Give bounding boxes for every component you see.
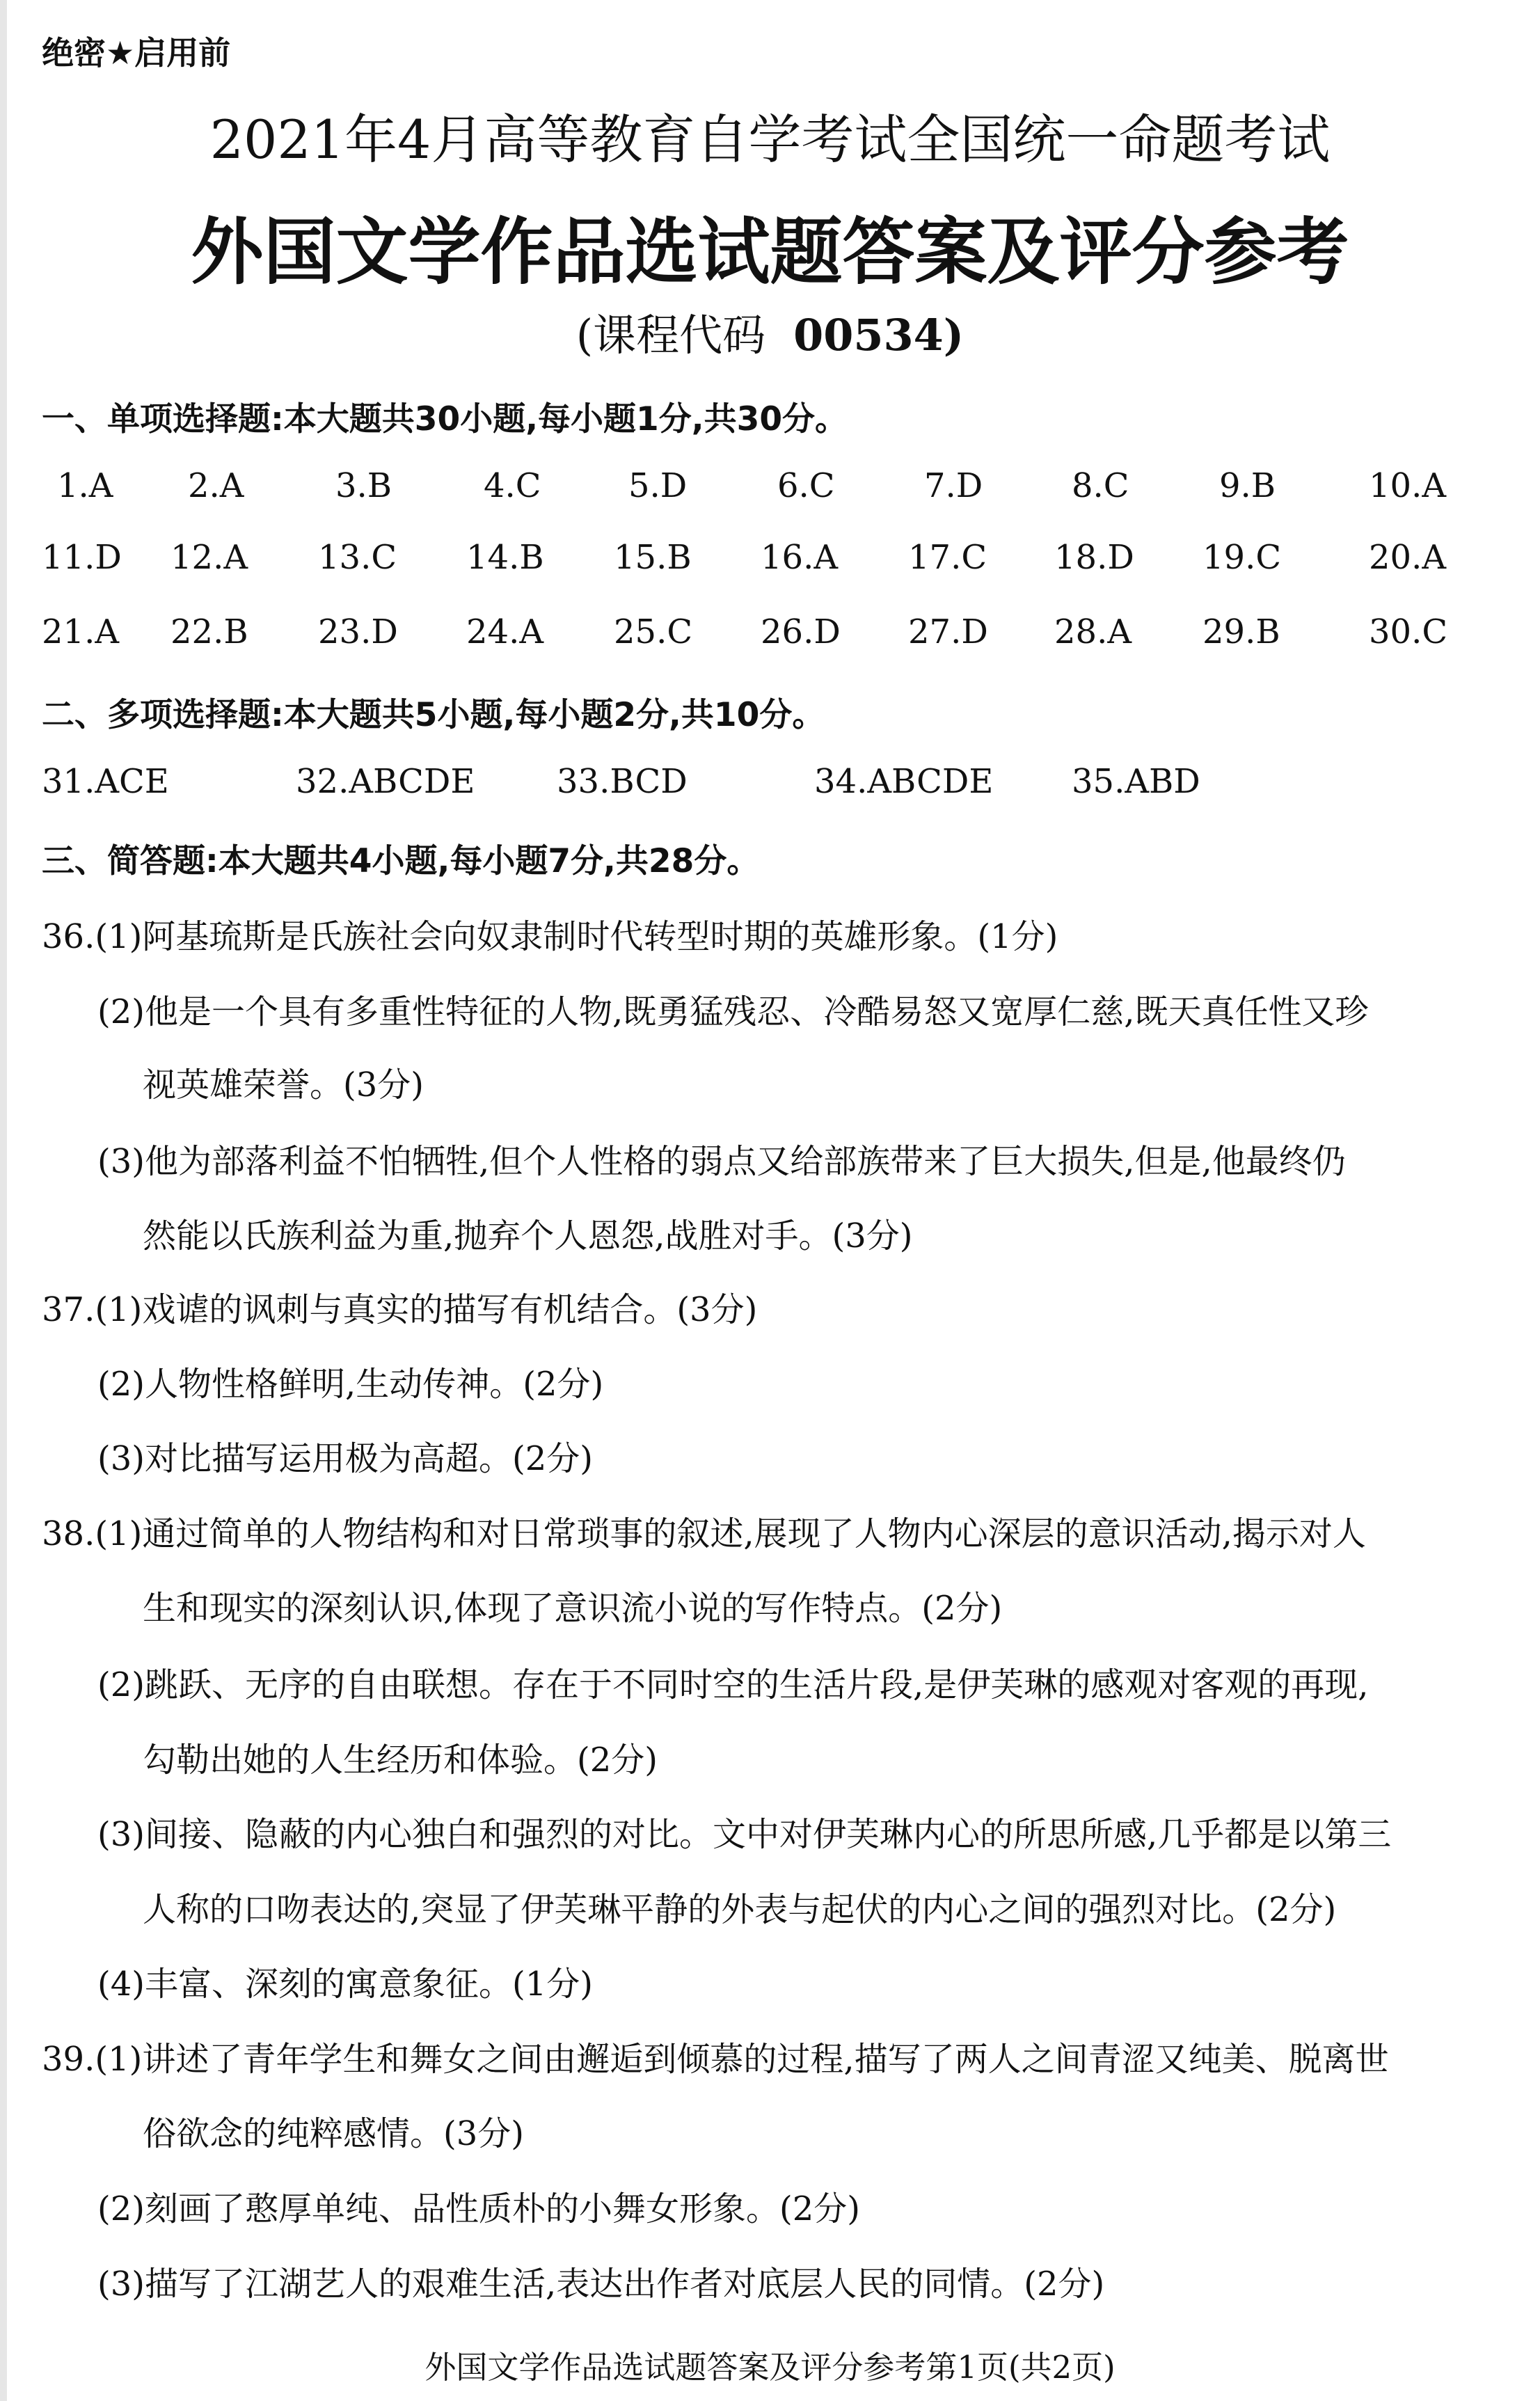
answer-12: 12.A — [170, 538, 248, 577]
q36-part2-line1: (2)他是一个具有多重性特征的人物,既勇猛残忍、冷酷易怒又宽厚仁慈,既天真任性又珍 — [97, 992, 1369, 1031]
answer-5: 5.D — [628, 466, 688, 505]
secret-label: 绝密★启用前 — [42, 34, 231, 72]
answer-21: 21.A — [42, 612, 119, 651]
answer-10: 10.A — [1369, 466, 1446, 505]
answer-30: 30.C — [1369, 612, 1448, 651]
q39-part1-line1: 39.(1)讲述了青年学生和舞女之间由邂逅到倾慕的过程,描写了两人之间青涩又纯美、脱离世 — [42, 2040, 1389, 2079]
answer-2: 2.A — [188, 466, 244, 505]
answer-31: 31.ACE — [42, 762, 169, 801]
answer-11: 11.D — [42, 538, 122, 577]
q39-part1-line2: 俗欲念的纯粹感情。(3分) — [143, 2114, 524, 2153]
page-title: 外国文学作品选试题答案及评分参考 — [191, 209, 1349, 294]
answer-25: 25.C — [614, 612, 693, 651]
page-footer: 外国文学作品选试题答案及评分参考第1页(共2页) — [424, 2349, 1116, 2386]
answer-1: 1.A — [57, 466, 113, 505]
answer-34: 34.ABCDE — [814, 762, 994, 801]
answer-9: 9.B — [1219, 466, 1276, 505]
q36-part1: 36.(1)阿基琉斯是氏族社会向奴隶制时代转型时期的英雄形象。(1分) — [42, 917, 1058, 956]
answer-8: 8.C — [1072, 466, 1129, 505]
q37-part2: (2)人物性格鲜明,生动传神。(2分) — [97, 1365, 604, 1404]
q36-part2-line2: 视英雄荣誉。(3分) — [143, 1065, 424, 1104]
section-1-heading: 一、单项选择题:本大题共30小题,每小题1分,共30分。 — [42, 400, 848, 438]
answer-20: 20.A — [1369, 538, 1446, 577]
q37-part3: (3)对比描写运用极为高超。(2分) — [97, 1439, 593, 1478]
answer-26: 26.D — [761, 612, 841, 651]
section-3-heading: 三、简答题:本大题共4小题,每小题7分,共28分。 — [42, 842, 760, 880]
exam-name: 2021年4月高等教育自学考试全国统一命题考试 — [209, 109, 1331, 171]
answer-6: 6.C — [777, 466, 835, 505]
answer-13: 13.C — [318, 538, 397, 577]
answer-16: 16.A — [761, 538, 838, 577]
answer-29: 29.B — [1202, 612, 1280, 651]
answer-28: 28.A — [1054, 612, 1132, 651]
answer-7: 7.D — [924, 466, 983, 505]
q38-part1-line1: 38.(1)通过简单的人物结构和对日常琐事的叙述,展现了人物内心深层的意识活动,揭示对人 — [42, 1514, 1366, 1553]
q36-part3-line2: 然能以氏族利益为重,抛弃个人恩怨,战胜对手。(3分) — [143, 1217, 913, 1255]
answer-3: 3.B — [335, 466, 392, 505]
section-2-heading: 二、多项选择题:本大题共5小题,每小题2分,共10分。 — [42, 696, 825, 734]
answer-15: 15.B — [614, 538, 692, 577]
course-code-value: 00534) — [793, 310, 965, 360]
answer-35: 35.ABD — [1072, 762, 1200, 801]
answer-18: 18.D — [1054, 538, 1134, 577]
answer-4: 4.C — [484, 466, 541, 505]
answer-24: 24.A — [466, 612, 543, 651]
q36-part3-line1: (3)他为部落利益不怕牺牲,但个人性格的弱点又给部族带来了巨大损失,但是,他最终仍 — [97, 1142, 1346, 1181]
answer-23: 23.D — [318, 612, 398, 651]
q38-part3-line1: (3)间接、隐蔽的内心独白和强烈的对比。文中对伊芙琳内心的所思所感,几乎都是以第三 — [97, 1815, 1392, 1854]
q38-part3-line2: 人称的口吻表达的,突显了伊芙琳平静的外表与起伏的内心之间的强烈对比。(2分) — [143, 1890, 1337, 1929]
course-code-label: (课程代码 — [575, 310, 766, 360]
q37-part1: 37.(1)戏谑的讽刺与真实的描写有机结合。(3分) — [42, 1290, 758, 1329]
answer-22: 22.B — [170, 612, 248, 651]
answer-14: 14.B — [466, 538, 544, 577]
answer-27: 27.D — [908, 612, 988, 651]
answer-19: 19.C — [1202, 538, 1282, 577]
answer-33: 33.BCD — [557, 762, 688, 801]
q38-part2-line2: 勾勒出她的人生经历和体验。(2分) — [143, 1741, 658, 1780]
answer-17: 17.C — [908, 538, 987, 577]
q38-part1-line2: 生和现实的深刻认识,体现了意识流小说的写作特点。(2分) — [143, 1589, 1003, 1628]
course-code — [0, 301, 1540, 363]
q38-part2-line1: (2)跳跃、无序的自由联想。存在于不同时空的生活片段,是伊芙琳的感观对客观的再现, — [97, 1665, 1369, 1704]
q39-part2: (2)刻画了憨厚单纯、品性质朴的小舞女形象。(2分) — [97, 2189, 860, 2228]
q38-part4: (4)丰富、深刻的寓意象征。(1分) — [97, 1965, 593, 2004]
answer-32: 32.ABCDE — [296, 762, 475, 801]
q39-part3: (3)描写了江湖艺人的艰难生活,表达出作者对底层人民的同情。(2分) — [97, 2265, 1105, 2304]
